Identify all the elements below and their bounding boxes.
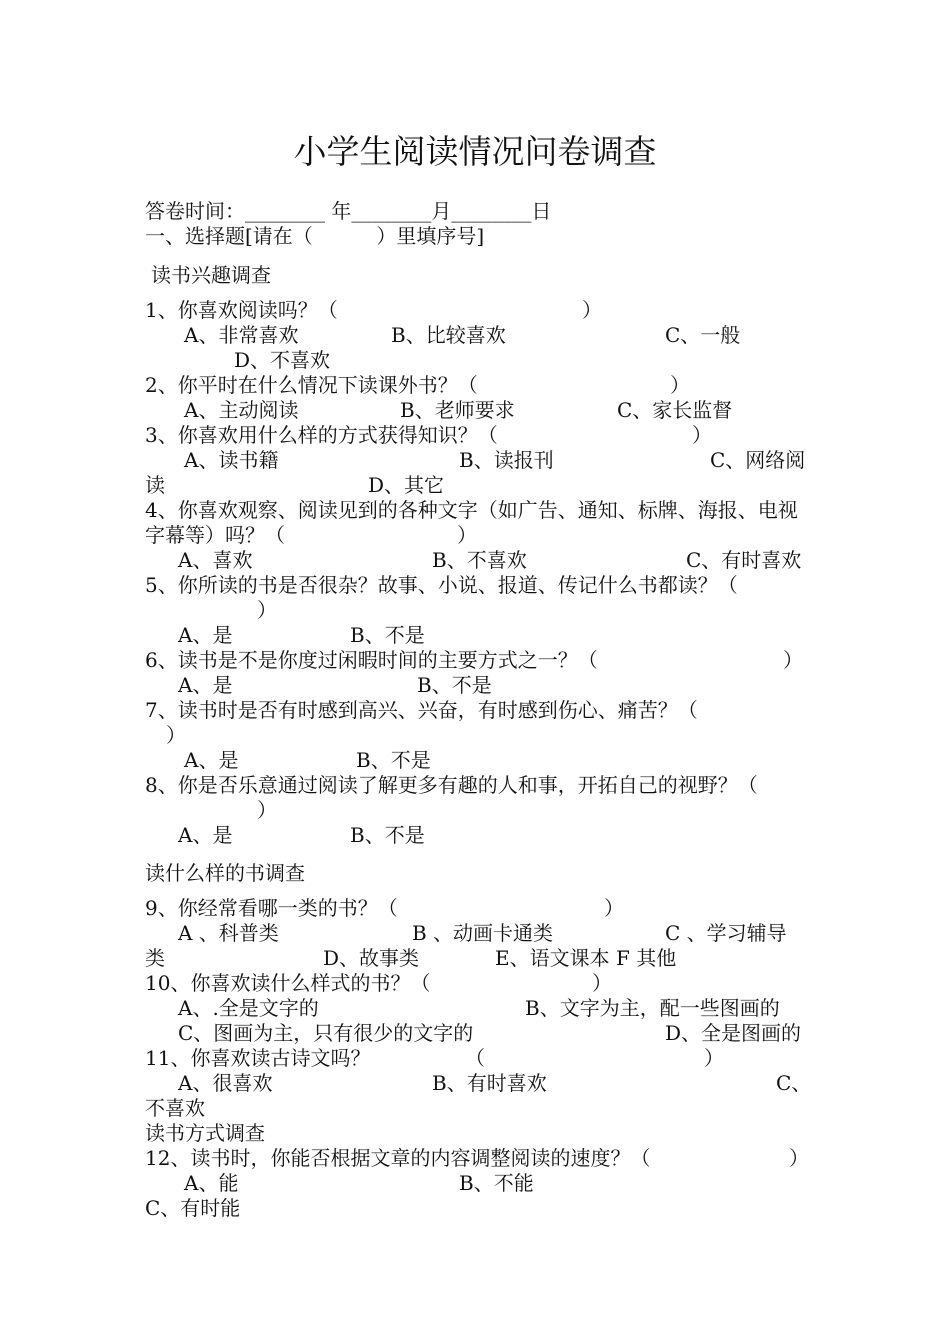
question-1-option-a: A、非常喜欢: [184, 323, 299, 347]
question-9-stem: 9、你经常看哪一类的书？（: [145, 896, 398, 920]
question-6-stem: 6、读书是不是你度过闲暇时间的主要方式之一？（: [145, 648, 598, 672]
question-6-option-a: A、是: [178, 673, 233, 697]
question-11-option-c-wrap: 不喜欢: [145, 1096, 205, 1120]
question-7-option-a: A、是: [184, 748, 239, 772]
question-5-stem: 5、你所读的书是否很杂？故事、小说、报道、传记什么书都读？（: [145, 573, 738, 597]
question-2-option-a: A、主动阅读: [184, 398, 299, 422]
section-heading-reading-methods: 读书方式调查: [145, 1121, 265, 1145]
question-9-option-b: B 、动画卡通类: [412, 921, 554, 945]
question-3-option-c: C、网络阅: [710, 448, 806, 472]
question-4-option-b: B、不喜欢: [432, 548, 527, 572]
page-title: 小学生阅读情况问卷调查: [293, 132, 657, 171]
question-8-option-a: A、是: [178, 823, 233, 847]
question-6-option-b: B、不是: [417, 673, 492, 697]
question-4-stem-wrap: 字幕等）吗？（: [145, 523, 285, 547]
question-2-close: ）: [670, 373, 690, 397]
question-4-close: ）: [457, 523, 477, 547]
question-4-stem: 4、你喜欢观察、阅读见到的各种文字（如广告、通知、标牌、海报、电视: [145, 498, 798, 522]
question-2-option-c: C、家长监督: [617, 398, 733, 422]
question-3-option-b: B、读报刊: [459, 448, 554, 472]
question-10-option-c: C、图画为主，只有很少的文字的: [178, 1021, 474, 1045]
question-1-option-b: B、比较喜欢: [391, 323, 506, 347]
question-5-option-a: A、是: [178, 623, 233, 647]
question-12-option-a: A、能: [184, 1171, 239, 1195]
question-4-option-c: C、有时喜欢: [686, 548, 802, 572]
answer-date-line: 答卷时间：________ 年________月________日: [145, 199, 552, 223]
question-3-option-c-wrap: 读: [145, 473, 165, 497]
question-11-close: ）: [704, 1046, 724, 1070]
question-11-stem: 11、你喜欢读古诗文吗？: [145, 1046, 371, 1070]
question-1-close: ）: [582, 298, 602, 322]
question-1-option-c: C、一般: [665, 323, 741, 347]
question-11-option-b: B、有时喜欢: [432, 1071, 547, 1095]
question-9-option-c-wrap: 类: [145, 946, 165, 970]
question-9-option-c: C 、学习辅导: [665, 921, 787, 945]
question-8-close: ）: [257, 798, 277, 822]
question-7-close: ）: [166, 723, 186, 747]
question-5-option-b: B、不是: [350, 623, 425, 647]
question-3-option-d: D、其它: [368, 473, 445, 497]
question-5-close: ）: [257, 598, 277, 622]
question-10-option-a: A、.全是文字的: [178, 996, 319, 1020]
instruction-line: 一、选择题[请在（ ）里填序号]: [145, 224, 485, 248]
question-12-option-c: C、有时能: [145, 1196, 241, 1220]
question-2-option-b: B、老师要求: [400, 398, 515, 422]
question-1-stem: 1、你喜欢阅读吗？（: [145, 298, 338, 322]
section-heading-book-types: 读什么样的书调查: [145, 861, 305, 885]
question-9-option-d: D、故事类: [323, 946, 420, 970]
question-8-option-b: B、不是: [350, 823, 425, 847]
question-12-stem: 12、读书时，你能否根据文章的内容调整阅读的速度？（: [145, 1146, 651, 1170]
question-9-option-a: A 、科普类: [178, 921, 279, 945]
question-10-close: ）: [592, 971, 612, 995]
question-12-close: ）: [789, 1146, 809, 1170]
question-12-option-b: B、不能: [459, 1171, 534, 1195]
question-10-option-b: B、文字为主，配一些图画的: [525, 996, 780, 1020]
section-heading-interest: 读书兴趣调查: [151, 263, 271, 287]
question-1-option-d: D、不喜欢: [234, 348, 331, 372]
question-11-option-a: A、很喜欢: [178, 1071, 273, 1095]
question-11-option-c: C、: [776, 1071, 812, 1095]
question-6-close: ）: [783, 648, 803, 672]
question-3-option-a: A、读书籍: [184, 448, 279, 472]
question-10-option-d: D、全是图画的: [665, 1021, 802, 1045]
question-8-stem: 8、你是否乐意通过阅读了解更多有趣的人和事，开拓自己的视野？（: [145, 773, 758, 797]
question-4-option-a: A、喜欢: [178, 548, 253, 572]
question-9-option-e: E、语文课本 F 其他: [495, 946, 677, 970]
question-7-option-b: B、不是: [356, 748, 431, 772]
question-9-close: ）: [604, 896, 624, 920]
question-11-open: （: [465, 1046, 485, 1070]
question-7-stem: 7、读书时是否有时感到高兴、兴奋，有时感到伤心、痛苦？（: [145, 698, 698, 722]
question-2-stem: 2、你平时在什么情况下读课外书？（: [145, 373, 478, 397]
question-10-stem: 10、你喜欢读什么样式的书？（: [145, 971, 431, 995]
question-3-close: ）: [692, 423, 712, 447]
question-3-stem: 3、你喜欢用什么样的方式获得知识？（: [145, 423, 498, 447]
